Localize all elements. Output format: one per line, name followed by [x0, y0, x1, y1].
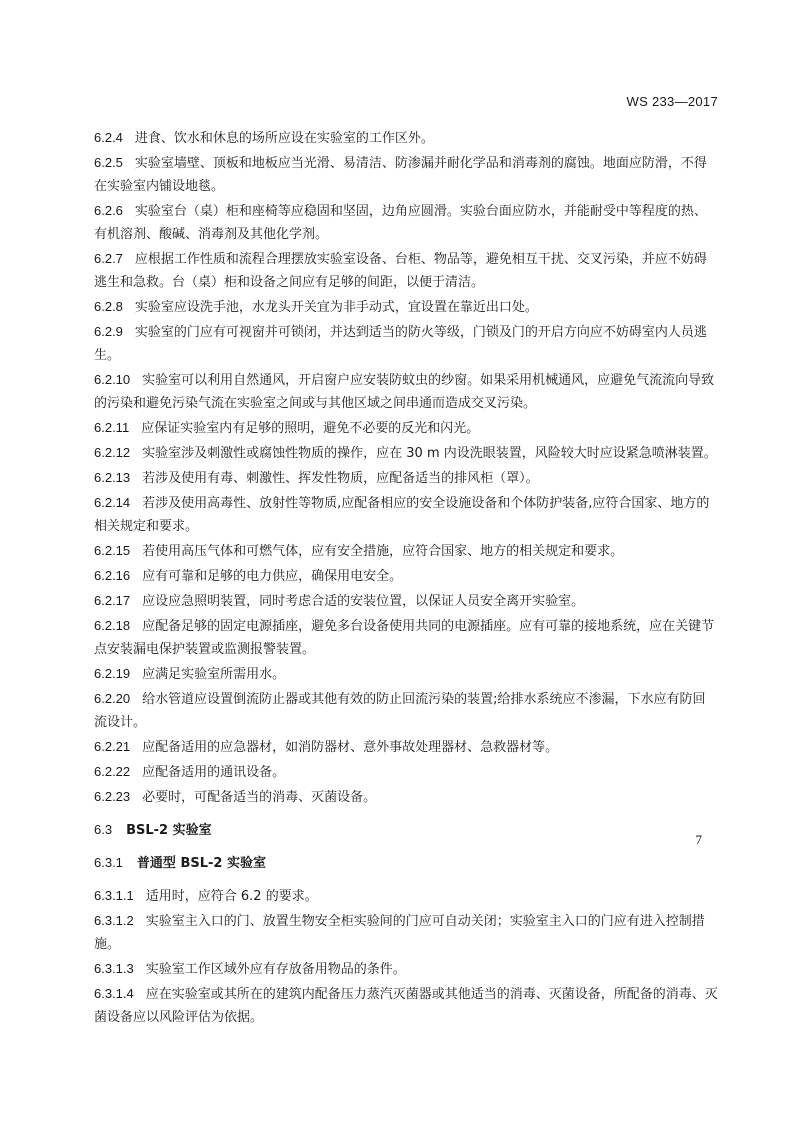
clause-text: 应设应急照明装置，同时考虑合适的安装位置，以保证人员安全离开实验室。	[142, 594, 585, 609]
clause-text: 应根据工作性质和流程合理摆放实验室设备、台柜、物品等，避免相互干扰、交叉污染，并应不妨碍逃生和急救。台（桌）柜和设备之间应有足够的间距，以便于清洁。	[94, 252, 707, 290]
clause-number: 6.3.1.4	[94, 986, 134, 1001]
clause-paragraph	[94, 785, 718, 809]
section-title: BSL-2 实验室	[126, 823, 212, 838]
clause-paragraph	[94, 909, 718, 956]
section-heading-6-3	[94, 818, 718, 842]
clause-text: 应配备适用的通讯设备。	[142, 765, 286, 780]
clause-text: 必要时，可配备适当的消毒、灭菌设备。	[142, 790, 377, 805]
clause-number: 6.2.11	[94, 420, 130, 435]
clause-text: 若涉及使用高毒性、放射性等物质,应配备相应的安全设施设备和个体防护装备,应符合国家、地方的相关规定和要求。	[94, 496, 710, 534]
clause-text: 实验室涉及刺激性或腐蚀性物质的操作，应在 30 m 内设洗眼装置，风险较大时应设紧急喷淋装置。	[142, 446, 717, 461]
clause-paragraph	[94, 126, 718, 150]
clause-paragraph	[94, 368, 718, 415]
clause-paragraph	[94, 416, 718, 440]
clause-text: 应配备适用的应急器材，如消防器材、意外事故处理器材、急救器材等。	[142, 740, 559, 755]
clause-number: 6.3.1.1	[94, 888, 134, 903]
clause-text: 实验室可以利用自然通风，开启窗户应安装防蚊虫的纱窗。如果采用机械通风，应避免气流流向导致的污染和避免污染气流在实验室之间或与其他区域之间串通而造成交叉污染。	[94, 373, 715, 411]
subsection-number: 6.3.1	[94, 855, 123, 870]
clause-text: 进食、饮水和休息的场所应设在实验室的工作区外。	[134, 131, 434, 146]
clause-paragraph	[94, 564, 718, 588]
clause-list-6-2	[94, 126, 718, 809]
clause-text: 实验室工作区域外应有存放备用物品的条件。	[145, 962, 406, 977]
clause-number: 6.2.22	[94, 764, 131, 779]
clause-text: 适用时，应符合 6.2 的要求。	[145, 889, 318, 904]
clause-paragraph	[94, 957, 718, 981]
clause-paragraph	[94, 441, 718, 465]
clause-text: 应有可靠和足够的电力供应，确保用电安全。	[142, 569, 403, 584]
clause-text: 应配备足够的固定电源插座，避免多台设备使用共同的电源插座。应有可靠的接地系统，应在关键节点安装漏电保护装置或监测报警装置。	[94, 619, 715, 657]
clause-number: 6.2.13	[94, 470, 131, 485]
clause-paragraph	[94, 295, 718, 319]
clause-paragraph	[94, 735, 718, 759]
clause-text: 实验室墙壁、顶板和地板应当光滑、易清洁、防渗漏并耐化学品和消毒剂的腐蚀。地面应防滑，不得在实验室内铺设地毯。	[94, 156, 707, 194]
clause-paragraph	[94, 614, 718, 661]
clause-text: 实验室的门应有可视窗并可锁闭，并达到适当的防火等级，门锁及门的开启方向应不妨碍室内人员逃生。	[94, 325, 707, 363]
clause-text: 若涉及使用有毒、刺激性、挥发性物质，应配备适当的排风柜（罩）。	[142, 471, 539, 486]
section-number: 6.3	[94, 822, 113, 837]
clause-number: 6.2.6	[94, 203, 123, 218]
clause-number: 6.2.15	[94, 543, 131, 558]
clause-text: 应满足实验室所需用水。	[142, 667, 286, 682]
clause-text: 实验室应设洗手池，水龙头开关宜为非手动式，宜设置在靠近出口处。	[134, 300, 538, 315]
clause-number: 6.2.12	[94, 445, 131, 460]
clause-number: 6.2.23	[94, 789, 131, 804]
clause-number: 6.3.1.3	[94, 961, 134, 976]
clause-number: 6.2.19	[94, 666, 131, 681]
clause-paragraph	[94, 760, 718, 784]
clause-text: 给水管道应设置倒流防止器或其他有效的防止回流污染的装置;给排水系统应不渗漏，下水应有防回流设计。	[94, 692, 706, 730]
clause-number: 6.2.16	[94, 568, 131, 583]
clause-number: 6.2.8	[94, 299, 123, 314]
clause-paragraph	[94, 199, 718, 246]
clause-paragraph	[94, 247, 718, 294]
clause-text: 应在实验室或其所在的建筑内配备压力蒸汽灭菌器或其他适当的消毒、灭菌设备，所配备的消毒、灭菌设备应以风险评估为依据。	[94, 987, 718, 1025]
clause-number: 6.2.21	[94, 739, 131, 754]
clause-number: 6.3.1.2	[94, 913, 134, 928]
clause-number: 6.2.17	[94, 593, 131, 608]
clause-paragraph	[94, 466, 718, 490]
clause-text: 实验室台（桌）柜和座椅等应稳固和坚固，边角应圆滑。实验台面应防水，并能耐受中等程度的热、有机溶剂、酸碱、消毒剂及其他化学剂。	[94, 204, 707, 242]
subsection-heading-6-3-1	[94, 851, 718, 875]
document-body	[94, 126, 718, 1030]
clause-list-6-3-1	[94, 884, 718, 1029]
clause-number: 6.2.10	[94, 372, 131, 387]
clause-paragraph	[94, 151, 718, 198]
clause-number: 6.2.5	[94, 155, 123, 170]
clause-paragraph	[94, 884, 718, 908]
page-number: 7	[695, 832, 702, 847]
document-code: WS 233—2017	[626, 94, 718, 109]
clause-number: 6.2.9	[94, 324, 123, 339]
clause-number: 6.2.14	[94, 495, 131, 510]
clause-text: 实验室主入口的门、放置生物安全柜实验间的门应可自动关闭；实验室主入口的门应有进入控制措施。	[94, 914, 705, 952]
clause-number: 6.2.20	[94, 691, 131, 706]
subsection-title: 普通型 BSL-2 实验室	[136, 856, 266, 871]
clause-number: 6.2.18	[94, 618, 131, 633]
clause-paragraph	[94, 662, 718, 686]
clause-paragraph	[94, 320, 718, 367]
clause-paragraph	[94, 982, 718, 1029]
clause-paragraph	[94, 491, 718, 538]
clause-text: 应保证实验室内有足够的照明，避免不必要的反光和闪光。	[141, 421, 480, 436]
clause-paragraph	[94, 687, 718, 734]
clause-number: 6.2.4	[94, 130, 123, 145]
clause-paragraph	[94, 589, 718, 613]
clause-text: 若使用高压气体和可燃气体，应有安全措施，应符合国家、地方的相关规定和要求。	[142, 544, 624, 559]
clause-number: 6.2.7	[94, 251, 123, 266]
clause-paragraph	[94, 539, 718, 563]
